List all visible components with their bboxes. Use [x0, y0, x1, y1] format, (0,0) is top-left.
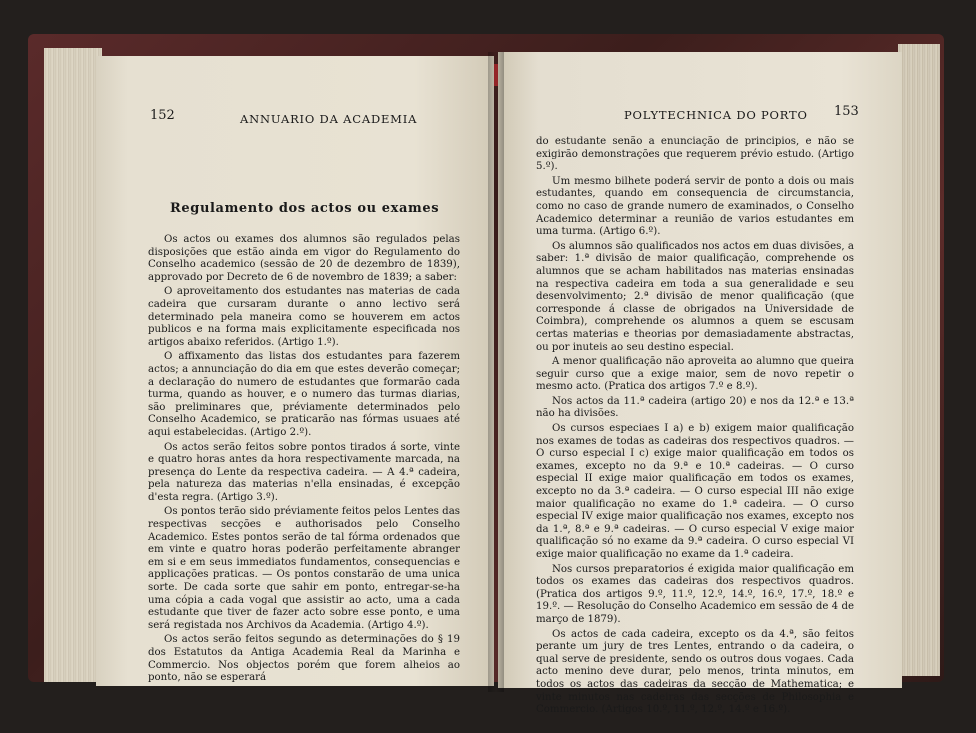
page-number: 152 — [150, 108, 175, 123]
running-head: ANNUARIO DA ACADEMIA — [240, 112, 418, 126]
page-block-left-edge — [44, 48, 102, 682]
paragraph: Os pontos terão sido préviamente feitos pelos Lentes das respectivas secções e authorisados pelo Conselho Academico. Estes pontos serão de tal fórma ordenados que em vinte e quatro horas poderão perfeitamente abranger em si e em seus immediatos fundamentos, consequencias e applicações praticas. — Os pontos constarão de uma unica sorte. De cada sorte que sahir em ponto, entregar-se-ha uma cópia a cada vogal que assistir ao acto, uma a cada estudante que tiver de fazer acto sobre esse ponto, e uma será registada nos Archivos da Academia. (Artigo 4.º). — [148, 506, 460, 631]
left-page — [96, 56, 494, 686]
paragraph: Os actos serão feitos sobre pontos tirados á sorte, vinte e quatro horas antes da hora respectivamente marcada, na presença do Lente da respectiva cadeira. — A 4.ª cadeira, pela natureza das materias n'ella ensinadas, é excepção d'esta regra. (Artigo 3.º). — [148, 441, 460, 503]
paragraph: Os alumnos são qualificados nos actos em duas divisões, a saber: 1.ª divisão de maior qualificação, comprehende os alumnos que se acham habilitados nas materias ensinadas na respectiva cadeira em toda a sua generalidade e seu desenvolvimento; 2.ª divisão de menor qualificação (que corresponde á classe de obrigados na Universidade de Coimbra), comprehende os alumnos a quem se escusam certas materias e theorias por demasiadamente abstractas, ou por inuteis ao seu destino especial. — [536, 240, 854, 353]
paragraph: O affixamento das listas dos estudantes para fazerem actos; a annunciação do dia em que estes deverão começar; a declaração do numero de estudantes que formarão cada turma, quando as houver, e o numero das turmas diarias, são preliminares que, préviamente determinados pelo Conselho Academico, se praticarão nas fórmas usuaes até aqui estabelecidas. (Artigo 2.º). — [148, 351, 460, 438]
paragraph: Os actos serão feitos segundo as determinações do § 19 dos Estatutos da Antiga Academia Real da Marinha e Commercio. Nos objectos porém que forem alheios ao ponto, não se esperará — [148, 634, 460, 684]
paragraph: Os actos de cada cadeira, excepto os da 4.ª, são feitos perante um jury de tres Lentes, entrando o da cadeira, o qual serve de presidente, sendo os outros dous vogaes. Cada acto menino deve durar, pelo menos, trinta minutos, em todos os actos das cadeiras da secção de Mathematica; e vinte minutos nas cadeiras das secções de Philosophia e Commercio. (Artigos 10.º, 11.º, 12.º, 14.º e 16.º). — [536, 628, 854, 716]
paragraph: Os actos ou exames dos alumnos são regulados pelas disposições que estão ainda em vigor do Regulamento do Conselho academico (sessão de 20 de dezembro de 1839), approvado por Decreto de 6 de novembro de 1839; a saber: — [148, 234, 460, 283]
paragraph: do estudante senão a enunciação de principios, e não se exigirão demonstrações que requerem prévio estudo. (Artigo 5.º). — [536, 136, 854, 173]
paragraph: Nos actos da 11.ª cadeira (artigo 20) e nos da 12.ª e 13.ª não ha divisões. — [536, 395, 854, 420]
paragraph: Nos cursos preparatorios é exigida maior qualificação em todos os exames das cadeiras dos respectivos quadros. (Pratica dos artigos 9.º, 11.º, 12.º, 14.º, 16.º, 17.º, 18.º e 19.º. — Resolução do Conselho Academico em sessão de 4 de março de 1879). — [536, 563, 854, 625]
paragraph: A menor qualificação não aproveita ao alumno que queira seguir curso que a exige maior, sem de novo repetir o mesmo acto. (Pratica dos artigos 7.º e 8.º). — [536, 356, 854, 393]
page-number: 153 — [834, 104, 859, 119]
body-text — [536, 136, 854, 717]
running-head: POLYTECHNICA DO PORTO — [624, 108, 808, 122]
paragraph: Os cursos especiaes I a) e b) exigem maior qualificação nos exames de todas as cadeiras dos respectivos quadros. — O curso especial I c) exige maior qualificação em todos os exames, excepto no da 9.ª e 10.ª cadeiras. — O curso especial II exige maior qualificação em todos os exames, excepto no da 3.ª cadeira. — O curso especial III não exige maior qualificação no exame do 1.ª cadeira. — O curso especial IV exige maior qualificação nos exames, excepto nos da 1.ª, 8.ª e 9.ª cadeiras. — O curso especial V exige maior qualificação só no exame da 9.ª cadeira. O curso especial VI exige maior qualificação no exame da 1.ª cadeira. — [536, 423, 854, 560]
body-text — [148, 234, 460, 685]
page-block-right-edge — [898, 44, 940, 676]
right-page — [498, 52, 902, 716]
book-gutter — [488, 52, 504, 692]
paragraph: Um mesmo bilhete poderá servir de ponto a dois ou mais estudantes, quando em consequencia de circumstancia, como no caso de grande numero de examinados, o Conselho Academico determinar a reunião de varios estudantes em uma turma. (Artigo 6.º). — [536, 175, 854, 238]
paragraph: O aproveitamento dos estudantes nas materias de cada cadeira que cursaram durante o anno lectivo será determinado pela maneira como se houverem em actos publicos e na forma mais explicitamente especificada nos artigos abaixo referidos. (Artigo 1.º). — [148, 286, 460, 348]
section-title: Regulamento dos actos ou exames — [170, 201, 440, 216]
